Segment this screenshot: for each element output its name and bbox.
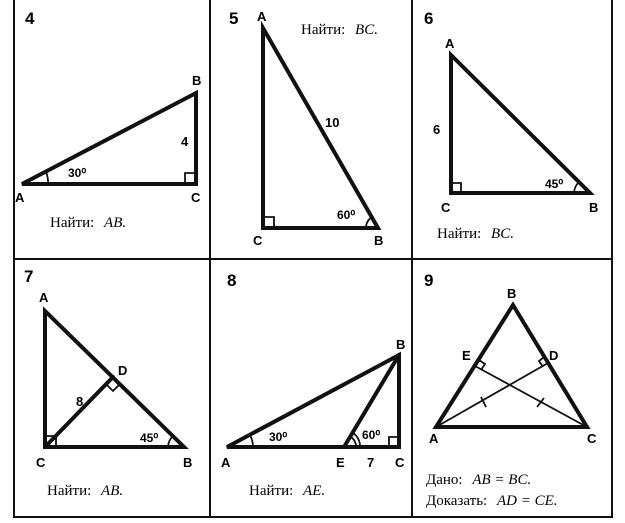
problem-9 (424, 271, 597, 509)
problem-7 (24, 267, 192, 499)
triangle-abc (451, 55, 590, 193)
vertex-c-label: C (191, 190, 201, 205)
prove-label: Доказать: (426, 493, 488, 509)
problem-8 (221, 271, 405, 499)
problem-number: 6 (424, 9, 434, 28)
angle-b-label: 60⁰ (337, 208, 356, 222)
side-ab-label: 10 (325, 115, 340, 130)
problem-number: 7 (24, 267, 34, 286)
side-ac-label: 6 (433, 122, 441, 137)
find-label: Найти: (437, 226, 482, 242)
vertex-a-label: A (429, 431, 439, 446)
vertex-a-label: A (15, 190, 25, 205)
angle-b-label: 45⁰ (140, 431, 159, 445)
vertex-a-label: A (221, 455, 231, 470)
find-label: Найти: (301, 22, 346, 38)
problem-number: 4 (25, 9, 35, 28)
problem-6 (424, 9, 598, 242)
given-label: Дано: (426, 472, 463, 488)
find-label: Найти: (47, 483, 92, 499)
vertex-c-label: C (587, 431, 597, 446)
vertex-a-label: A (257, 9, 267, 24)
side-bc-label: 4 (181, 134, 189, 149)
triangle-abc (22, 93, 196, 184)
vertex-a-label: A (39, 290, 49, 305)
find-label: Найти: (249, 483, 294, 499)
vertex-a-label: A (445, 36, 455, 51)
problem-5 (229, 9, 383, 248)
vertex-c-label: C (36, 455, 46, 470)
find-value: BC. (491, 226, 514, 242)
prove-value: AD = CE. (496, 493, 558, 509)
problem-number: 8 (227, 271, 237, 290)
find-task (47, 483, 123, 499)
side-ec-label: 7 (367, 455, 375, 470)
vertex-c-label: C (253, 233, 263, 248)
grid-frame (14, 0, 612, 518)
problem-4 (15, 9, 201, 231)
find-value: AE. (303, 483, 326, 499)
side-cd-label: 8 (76, 394, 84, 409)
vertex-b-label: B (589, 200, 599, 215)
angle-e-label: 60⁰ (362, 428, 381, 442)
find-value: AB. (101, 483, 124, 499)
triangle-abc (263, 28, 378, 228)
vertex-b-label: B (374, 233, 384, 248)
find-task (437, 226, 514, 242)
vertex-e-label: E (462, 348, 471, 363)
vertex-c-label: C (395, 455, 405, 470)
vertex-b-label: B (183, 455, 193, 470)
angle-a-label: 30⁰ (68, 166, 87, 180)
triangle-abc (436, 305, 587, 427)
problem-number: 9 (424, 271, 434, 290)
vertex-d-label: D (549, 348, 559, 363)
prove-task (426, 493, 558, 509)
problem-number: 5 (229, 9, 239, 28)
vertex-e-label: E (336, 455, 345, 470)
angle-b-label: 45⁰ (545, 177, 564, 191)
given-task (426, 472, 531, 488)
angle-a-label: 30⁰ (269, 430, 288, 444)
find-task (301, 22, 378, 38)
vertex-b-label: B (507, 286, 517, 301)
right-angle-mark-d (106, 384, 120, 391)
segment-ad (436, 363, 548, 427)
find-value: BC. (355, 22, 378, 38)
given-value: AB = BC. (472, 472, 532, 488)
find-label: Найти: (50, 215, 95, 231)
find-task (249, 483, 325, 499)
find-value: AB. (104, 215, 127, 231)
vertex-c-label: C (441, 200, 451, 215)
vertex-d-label: D (118, 363, 128, 378)
vertex-b-label: B (192, 73, 202, 88)
find-task (50, 215, 126, 231)
vertex-b-label: B (396, 337, 406, 352)
